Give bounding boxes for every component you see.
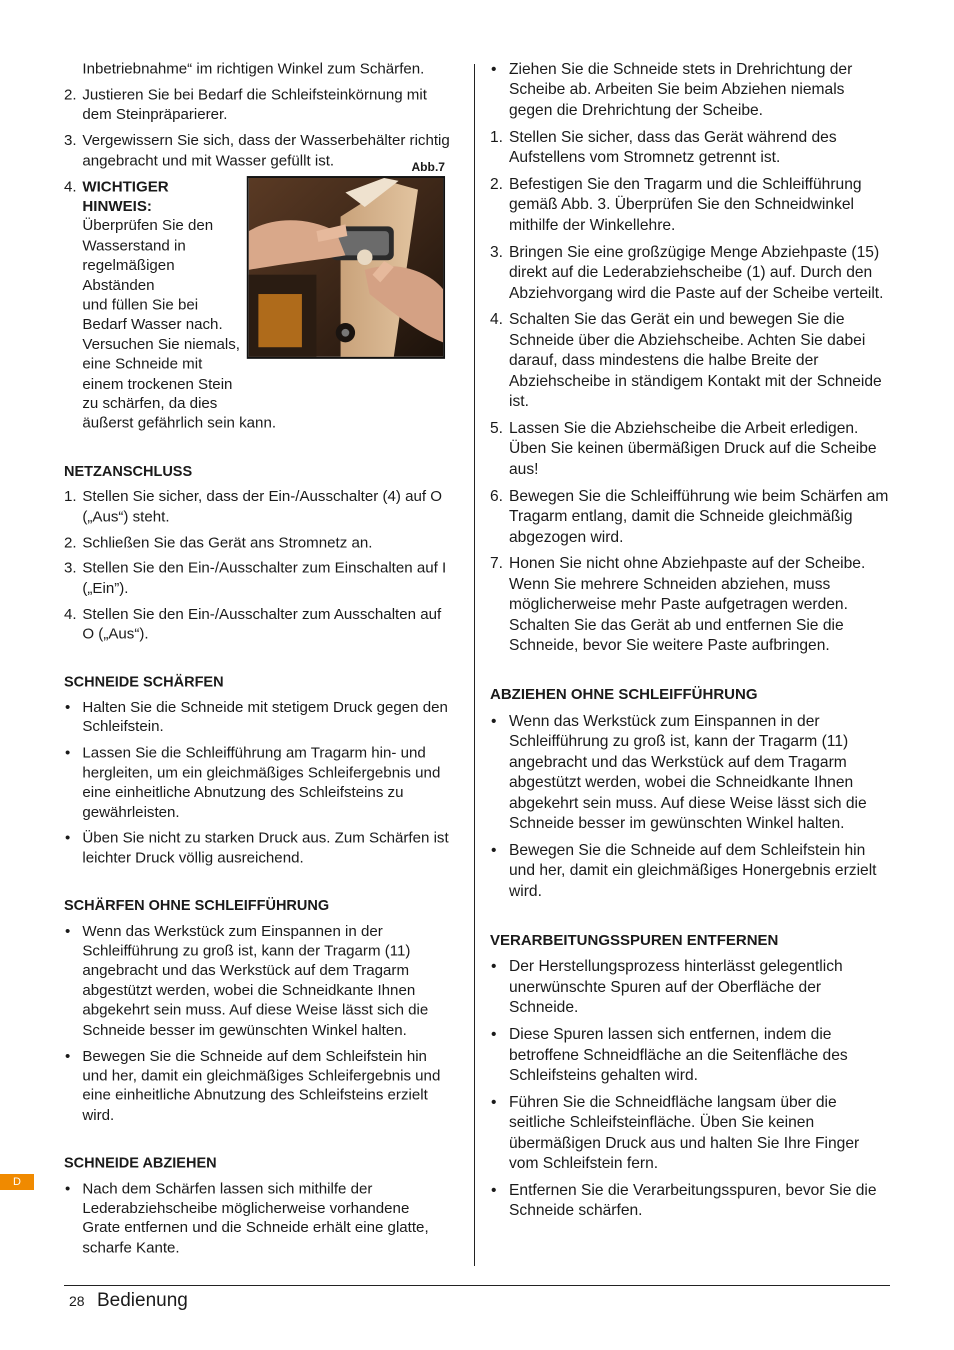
sharpening-photo xyxy=(247,176,445,359)
bullet-icon: • xyxy=(64,744,71,762)
bullet-item: • Wenn das Werkstück zum Einspannen in der Schleifführung zu groß ist, kann der Tragarm (11) angebracht und das Werkstück auf dem Tragarm abgestützt werden, wobei die Schneidkante Ihnen abgekehrt sein muss. Auf diese Weise lässt sich die Schneide besser im gewünschten Winkel halten. xyxy=(491,712,867,832)
bullet-icon: • xyxy=(491,1026,497,1044)
bullet-icon: • xyxy=(64,923,71,940)
bullet-item: • Bewegen Sie die Schneide auf dem Schleifstein hin und her, damit ein gleichmäßiges Schleifergebnis und eine einheitliche Abnutzung des Schleifsteins erzielt wird. xyxy=(64,1047,441,1124)
language-tab: D xyxy=(0,1174,34,1190)
bullet-item: • Üben Sie nicht zu starken Druck aus. Zum Schärfen ist leichter Druck völlig ausreichend. xyxy=(64,830,449,867)
note-heading: WICHTIGER HINWEIS: xyxy=(82,178,169,215)
bullet-icon: • xyxy=(491,841,497,859)
section-heading: NETZANSCHLUSS xyxy=(64,463,193,480)
bullet-item: • Lassen Sie die Schleifführung am Tragarm hin- und hergleiten, um ein gleichmäßiges Schleifergebnis und eine einheitliche Abnutzung des Schleifsteins zu gewährleisten. xyxy=(64,744,441,821)
figure-label: Abb.7 xyxy=(411,160,446,174)
bullet-icon: • xyxy=(491,1182,497,1199)
list-item: 7. Honen Sie nicht ohne Abziehpaste auf der Scheibe. Wenn Sie mehrere Schneiden abziehen, muss möglicherweise mehr Paste aufgetragen werden. Schalten Sie das Gerät ab und entfernen Sie die Schneide, bevor Sie weitere Paste aufbringen. xyxy=(490,555,866,655)
page-number: 28 xyxy=(69,1293,85,1309)
section-heading: SCHNEIDE ABZIEHEN xyxy=(64,1154,217,1172)
bullet-icon: • xyxy=(64,1047,71,1065)
bullet-icon: • xyxy=(64,830,71,847)
bullet-icon: • xyxy=(491,61,497,78)
list-item: 1. Stellen Sie sicher, dass der Ein-/Ausschalter (4) auf O („Aus“) steht. xyxy=(64,488,442,525)
important-note: 4. Abb.7 WICHTIGER HINWEIS: Überprüfen Sie den Wasserstand in regelmäßigen Abständen und füllen Sie bei Bedarf Wasser nach. Versuchen Sie niemals, eine Schneide mit einem trockenen Stein zu schärfen, da dies äußerst gefährlich sein kann. xyxy=(64,178,451,435)
bullet-icon: • xyxy=(491,958,497,976)
list-item: 4. Stellen Sie den Ein-/Ausschalter zum Ausschalten auf O („Aus“). xyxy=(64,606,442,643)
bullet-icon: • xyxy=(491,1093,497,1111)
list-item: 3. Stellen Sie den Ein-/Ausschalter zum Einschalten auf I („Ein”). xyxy=(64,560,447,597)
section-heading: SCHÄRFEN OHNE SCHLEIFFÜHRUNG xyxy=(64,897,330,915)
section-heading: ABZIEHEN OHNE SCHLEIFFÜHRUNG xyxy=(490,686,758,704)
footer-rule xyxy=(64,1285,890,1286)
list-item: 2. Schließen Sie das Gerät ans Stromnetz an. xyxy=(64,534,373,551)
bullet-item: • Wenn das Werkstück zum Einspannen in der Schleifführung zu groß ist, kann der Tragarm (11) angebracht und das Werkstück auf dem Tragarm abgestützt werden, wobei die Schneidkante Ihnen abgekehrt sein muss. Auf diese Weise lässt sich die Schneide besser im gewünschten Winkel halten. xyxy=(64,923,429,1039)
list-item: 2. Justieren Sie bei Bedarf die Schleifsteinkörnung mit dem Steinpräparierer. xyxy=(64,86,427,124)
intro-text: Inbetriebnahme“ im richtigen Winkel zum Schärfen. xyxy=(82,60,425,78)
right-column xyxy=(490,60,890,1228)
bullet-item: • Entfernen Sie die Verarbeitungsspuren, bevor Sie die Schneide schärfen. xyxy=(491,1182,877,1220)
list-item: 2. Befestigen Sie den Tragarm und die Schleifführung gemäß Abb. 3. Überprüfen Sie den Schneidwinkel mithilfe der Winkellehre. xyxy=(490,176,862,234)
figure-abb7 xyxy=(247,160,445,358)
list-item: 5. Lassen Sie die Abziehscheibe die Arbeit erledigen. Üben Sie keinen übermäßigen Druck auf die Scheibe aus! xyxy=(490,420,877,478)
bullet-item: • Diese Spuren lassen sich entfernen, indem die betroffene Schneidfläche an die Seitenfläche des Schleifsteins gehalten wird. xyxy=(491,1026,848,1084)
section-title: Bedienung xyxy=(97,1290,188,1311)
section-heading: SCHNEIDE SCHÄRFEN xyxy=(64,673,224,691)
left-column xyxy=(64,60,451,1265)
list-item: 3. Bringen Sie eine großzügige Menge Abziehpaste (15) direkt auf die Lederabziehscheibe (1) auf. Durch den Abziehvorgang wird die Paste auf der Scheibe verteilt. xyxy=(490,243,884,302)
bullet-icon: • xyxy=(64,699,71,716)
bullet-icon: • xyxy=(64,1180,71,1197)
section-heading: VERARBEITUNGSSPUREN ENTFERNEN xyxy=(490,932,779,950)
bullet-icon: • xyxy=(491,712,497,730)
list-item: 1. Stellen Sie sicher, dass das Gerät während des Aufstellens vom Stromnetz getrennt ist. xyxy=(490,128,837,167)
bullet-item: • Nach dem Schärfen lassen sich mithilfe der Lederabziehscheibe möglicherweise vorhandene Grate entfernen und die Schneide erhält eine glatte, scharfe Kante. xyxy=(64,1180,429,1257)
bullet-item: • Der Herstellungsprozess hinterlässt gelegentlich unerwünschte Spuren auf der Oberfläche der Schneide. xyxy=(491,958,843,1017)
bullet-item: • Halten Sie die Schneide mit stetigem Druck gegen den Schleifstein. xyxy=(64,699,448,736)
list-item: 6. Bewegen Sie die Schleifführung wie beim Schärfen am Tragarm entlang, damit die Schneide gleichmäßig abgezogen wird. xyxy=(490,487,889,546)
bullet-item: • Bewegen Sie die Schneide auf dem Schleifstein hin und her, damit ein gleichmäßiges Honergebnis erzielt wird. xyxy=(491,841,877,900)
bullet-item: • Ziehen Sie die Schneide stets in Drehrichtung der Scheibe ab. Arbeiten Sie beim Abziehen niemals gegen die Drehrichtung der Scheibe. xyxy=(491,61,853,119)
list-item: 3. Vergewissern Sie sich, dass der Wasserbehälter richtig angebracht und mit Wasser gefüllt ist. xyxy=(64,132,450,169)
bullet-item: • Führen Sie die Schneidfläche langsam über die seitliche Schleifsteinfläche. Üben Sie keinen übermäßigen Druck aus und halten Sie Ihre Finger vom Schleifstein fern. xyxy=(491,1093,860,1173)
column-divider xyxy=(474,64,475,1266)
list-item: 4. Schalten Sie das Gerät ein und bewegen Sie die Schneide über die Abziehscheibe. Achten Sie dabei darauf, dass mindestens die halbe Breite der Abziehscheibe in ständigem Kontakt mit der Schneide ist. xyxy=(490,311,882,411)
